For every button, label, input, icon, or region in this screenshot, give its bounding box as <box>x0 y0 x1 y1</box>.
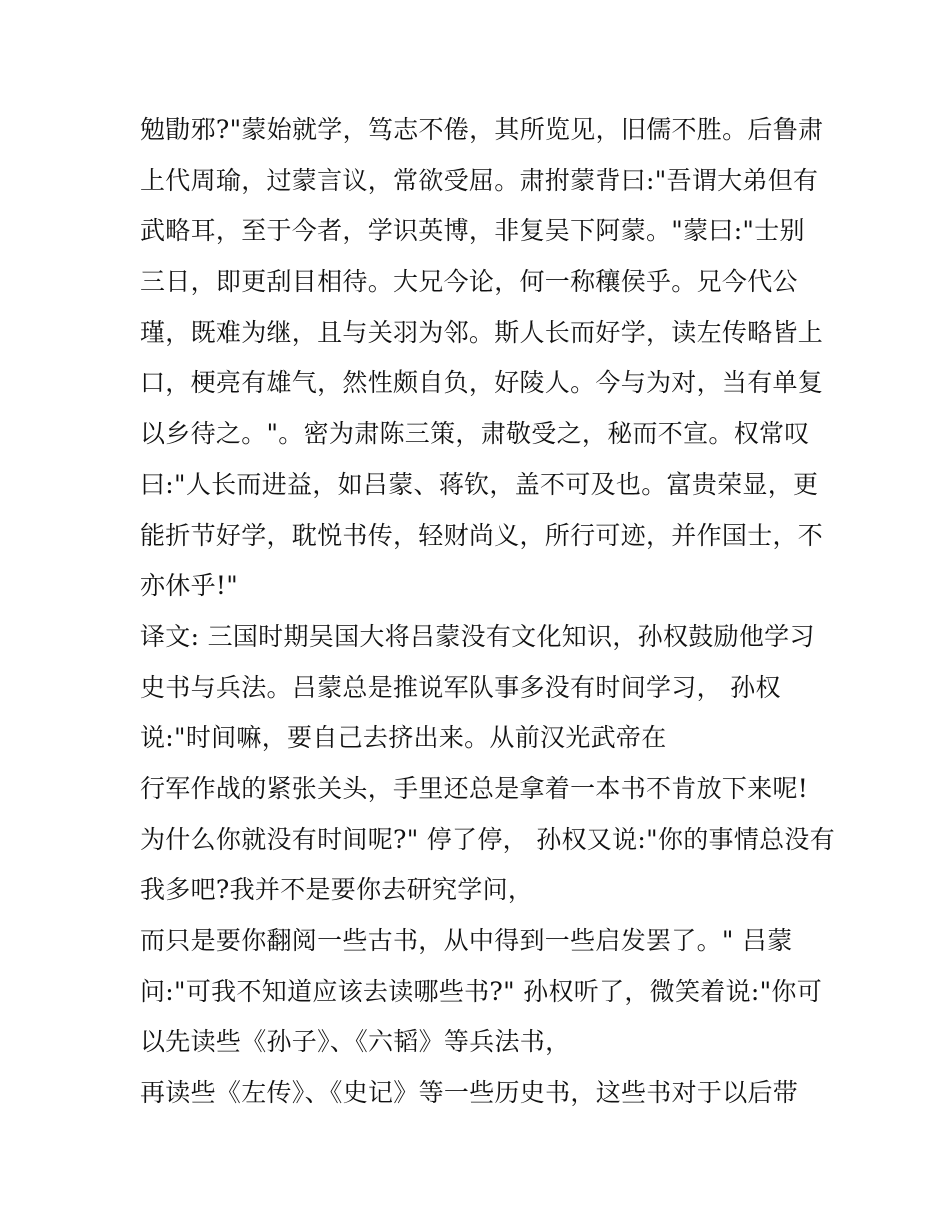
translation-line: 为什么你就没有时间呢?" 停了停， 孙权又说:"你的事情总没有 <box>140 824 836 854</box>
text-line: 能折节好学，耽悦书传，轻财尚义，所行可迹，并作国士，不 <box>140 520 824 550</box>
text-line: 曰:"人长而进益，如吕蒙、蒋钦，盖不可及也。富贵荣显，更 <box>140 469 819 499</box>
text-line: 三日，即更刮目相待。大兄今论，何一称穰侯乎。兄今代公 <box>140 267 798 297</box>
text-line: 口，梗亮有雄气，然性颇自负，好陵人。今与为对，当有单复 <box>140 368 824 398</box>
translation-line: 再读些《左传》、《史记》等一些历史书，这些书对于以后带 <box>140 1078 799 1108</box>
body-text <box>140 105 836 1119</box>
text-line: 勉勖邪?"蒙始就学，笃志不倦，其所览见，旧儒不胜。后鲁肃 <box>140 115 824 144</box>
text-line: 瑾，既难为继，且与关羽为邻。斯人长而好学，读左传略皆上 <box>140 317 824 347</box>
translation-line: 而只是要你翻阅一些古书，从中得到一些启发罢了。" 吕蒙 <box>140 926 793 955</box>
translation-line: 译文: 三国时期吴国大将吕蒙没有文化知识，孙权鼓励他学习 <box>140 621 815 651</box>
text-line: 亦休乎!" <box>140 571 239 601</box>
translation-line: 问:"可我不知道应该去读哪些书?" 孙权听了，微笑着说:"你可 <box>140 976 822 1006</box>
text-line: 武略耳，至于今者，学识英博，非复吴下阿蒙。"蒙曰:"士别 <box>140 216 805 246</box>
translation-line: 史书与兵法。吕蒙总是推说军队事多没有时间学习， 孙权 <box>140 672 781 702</box>
text-line: 以乡待之。"。密为肃陈三策，肃敬受之，秘而不宣。权常叹 <box>140 419 810 449</box>
text-line: 上代周瑜，过蒙言议，常欲受屈。肃拊蒙背曰:"吾谓大弟但有 <box>140 165 819 195</box>
translation-line: 以先读些《孙子》、《六韬》等兵法书， <box>140 1027 571 1057</box>
translation-line: 行军作战的紧张关头，手里还总是拿着一本书不肯放下来呢! <box>140 773 809 803</box>
translation-line: 我多吧?我并不是要你去研究学问， <box>140 875 534 905</box>
translation-line: 说:"时间嘛，要自己去挤出来。从前汉光武帝在 <box>140 723 667 753</box>
